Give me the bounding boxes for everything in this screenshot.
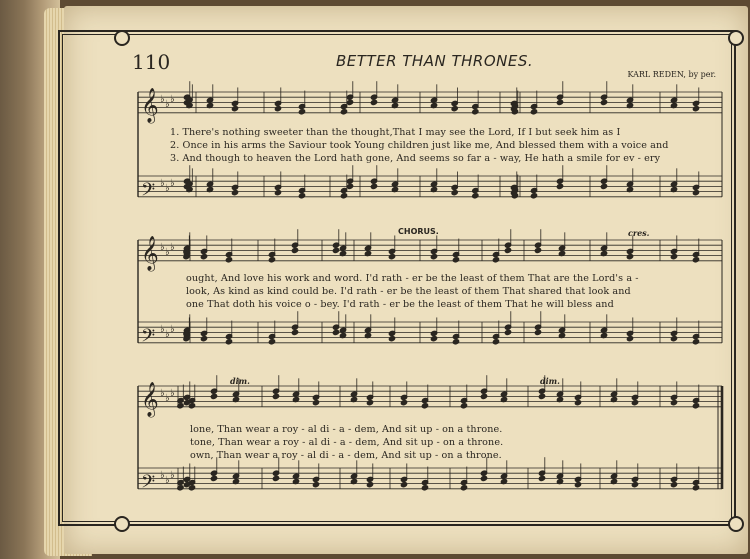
note-head [472,109,479,115]
note-head [556,183,563,189]
note-head [430,336,437,342]
note-head [692,485,699,491]
flat-sign: ♭ [165,183,170,194]
treble-clef: 𝄞 [141,87,159,123]
note-head [692,106,699,112]
lyric-line-verse2: 2. Once in his arms the Saviour took Young children just like me, And blessed them with a voice and [170,140,669,151]
note-head [472,193,479,199]
flat-sign: ♭ [165,475,170,486]
note-head [556,99,563,105]
flat-sign: ♭ [160,323,165,335]
cres-mark: cres. [628,228,650,238]
note-head [274,190,281,196]
flat-sign: ♭ [170,241,175,253]
note-head [298,193,305,199]
note-head [452,339,459,345]
note-head [670,254,677,260]
treble-clef: 𝄞 [141,381,159,417]
flat-sign: ♭ [165,247,170,258]
lyric-line-verse3: own, Than wear a roy - al di - a - dem, And sit up - on a throne. [190,450,502,461]
note-head [274,106,281,112]
flat-sign: ♭ [160,387,165,399]
note-head [480,475,487,481]
flat-sign: ♭ [165,329,170,340]
note-head [400,400,407,406]
note-head [388,336,395,342]
note-head [340,193,347,199]
note-head [200,254,207,260]
note-head [421,485,428,491]
page-number: 110 [132,50,171,74]
note-head [504,329,511,335]
note-head [626,254,633,260]
note-head [332,247,339,253]
flat-sign: ♭ [160,93,165,105]
note-head [291,247,298,253]
note-head [268,257,275,263]
note-head [400,482,407,488]
note-head [600,99,607,105]
note-head [268,339,275,345]
flat-sign: ♭ [170,177,175,189]
note-head [574,482,581,488]
note-head [231,106,238,112]
note-head [480,393,487,399]
note-head [451,190,458,196]
note-head [346,99,353,105]
note-head [574,400,581,406]
note-head [492,257,499,263]
note-head [534,247,541,253]
note-head [631,400,638,406]
note-head [530,193,537,199]
note-head [340,109,347,115]
flat-sign: ♭ [165,393,170,404]
note-head [670,482,677,488]
flat-sign: ♭ [170,469,175,481]
composer-attribution: KARL REDEN, by per. [627,70,716,79]
lyric-line-verse3: one That doth his voice o - bey. I'd rath - er be the least of them That he will bless and [186,299,614,310]
note-head [312,482,319,488]
lyric-line-verse3: 3. And though to heaven the Lord hath gone, And seems so far a - way, He hath a smile for ev - ery [170,153,661,164]
note-head [272,475,279,481]
note-head [692,339,699,345]
lyric-line-verse1: 1. There's nothing sweeter than the thought,That I may see the Lord, If I but seek him as I [170,127,621,138]
note-head [225,257,232,263]
bass-clef: 𝄢 [141,471,156,497]
note-head [451,106,458,112]
flat-sign: ♭ [160,241,165,253]
note-head [631,482,638,488]
note-head [370,99,377,105]
bass-clef: 𝄢 [141,325,156,351]
note-head [460,403,467,409]
note-head [370,183,377,189]
lyric-line-verse1: ought, And love his work and word. I'd rath - er be the least of them That are the Lord's a - [186,273,639,284]
note-head [430,254,437,260]
flat-sign: ♭ [170,387,175,399]
note-head [200,336,207,342]
note-head [670,400,677,406]
flat-sign: ♭ [170,93,175,105]
note-head [346,183,353,189]
note-head [530,109,537,115]
note-head [538,475,545,481]
note-head [452,257,459,263]
note-head [312,400,319,406]
note-head [366,482,373,488]
lyric-line-verse2: tone, Than wear a roy - al di - a - dem, And sit up - on a throne. [190,437,504,448]
note-head [421,403,428,409]
note-head [210,475,217,481]
note-head [504,247,511,253]
flat-sign: ♭ [160,177,165,189]
lyric-line-verse2: look, As kind as kind could be. I'd rath - er be the least of them That shared that look and [186,286,631,297]
note-head [534,329,541,335]
note-head [272,393,279,399]
note-head [210,393,217,399]
note-head [225,339,232,345]
note-head [492,339,499,345]
treble-clef: 𝄞 [141,235,159,271]
note-head [366,400,373,406]
note-head [692,257,699,263]
note-head [538,393,545,399]
flat-sign: ♭ [165,99,170,110]
note-head [600,183,607,189]
note-head [692,403,699,409]
note-head [388,254,395,260]
chorus-label: CHORUS. [398,227,439,236]
note-head [291,329,298,335]
note-head [231,190,238,196]
bass-clef: 𝄢 [141,179,156,205]
hymn-title: BETTER THAN THRONES. [336,52,534,70]
note-head [460,485,467,491]
flat-sign: ♭ [160,469,165,481]
note-head [332,329,339,335]
dim-mark: dim. [230,376,250,386]
note-head [626,336,633,342]
note-head [692,190,699,196]
flat-sign: ♭ [170,323,175,335]
note-head [670,336,677,342]
lyric-line-verse1: lone, Than wear a roy - al di - a - dem, And sit up - on a throne. [190,424,503,435]
dim-mark: dim. [540,376,560,386]
note-head [298,109,305,115]
